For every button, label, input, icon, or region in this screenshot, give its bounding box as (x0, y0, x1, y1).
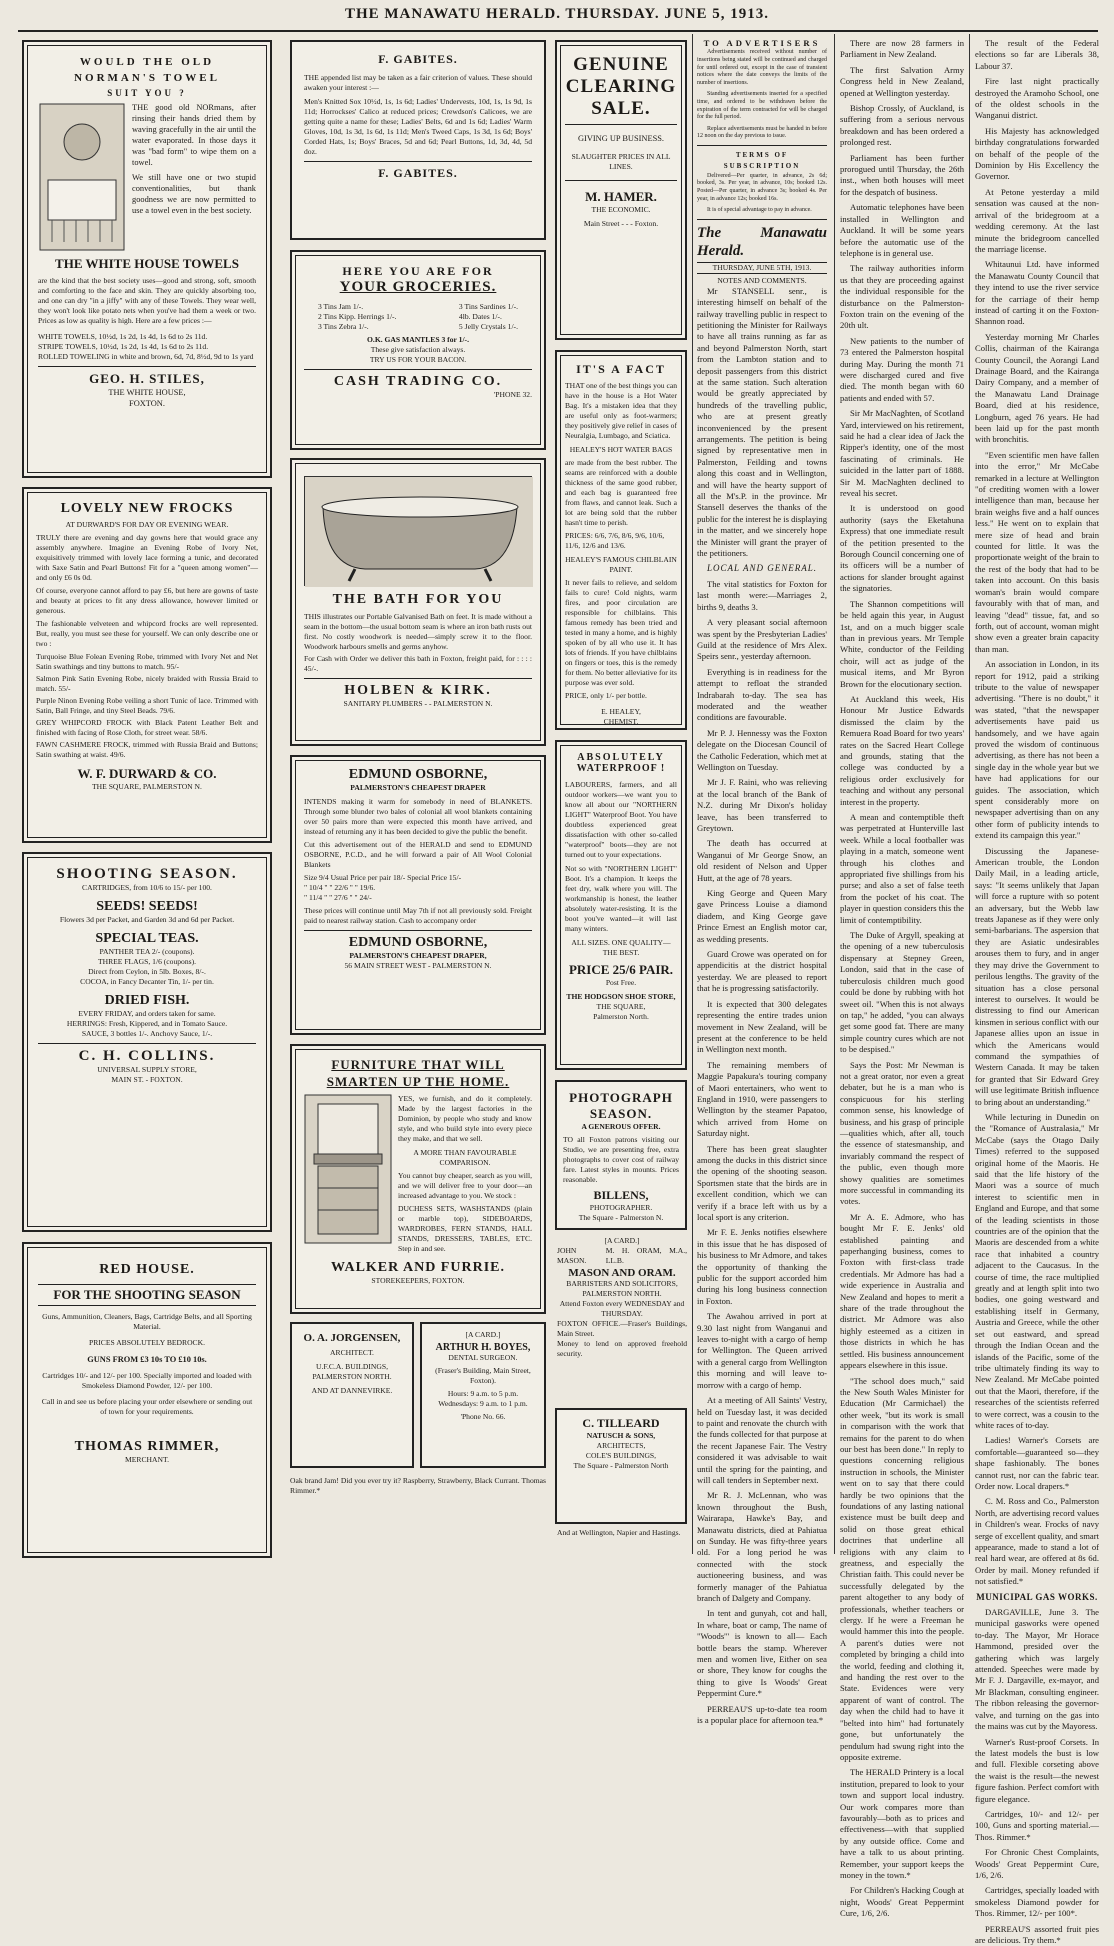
news5-para-5: Automatic telephones have been installed in Wellington and Auckland. It will be some years before the automatic use of the telephone is in general use. (840, 202, 964, 258)
herald-notes: NOTES AND COMMENTS. (717, 275, 807, 285)
mason-l3: Money to lend on approved freehold security. (557, 1339, 687, 1359)
news5-para-9: It is understood on good authority (says the Eketahuna Express) that one immediate result of the petition presented to the Borough Council concerning one of its officers will be a number of actions for slander brought against the signatories. (840, 503, 964, 594)
clearing-l1: GIVING UP BUSINESS. (577, 134, 664, 143)
towel-sub: THE WHITE HOUSE, (108, 388, 186, 397)
news6-para-5: Whitaunui Ltd. have informed the Manawatu County Council that they intend to use the river service for the carriage of their hemp instead of carting it on the Foxton-Shannon road. (975, 259, 1099, 327)
frocks-title: LOVELY NEW FROCKS (60, 501, 234, 516)
towel-heading: THE WHITE HOUSE TOWELS (55, 256, 239, 271)
collins-tea-1: PANTHER TEA 2/- (coupons). (99, 947, 195, 956)
news5-para-12: A mean and contemptible theft was perpetrated at Hunterville last week. While a local footballer was playing in a match, someone went through his clothes and appropriated five shillings from his purse; and also a set of false teeth from the pocket of his coat. The player in question considers this the limit of contemptibility. (840, 812, 964, 925)
bath-name: HOLBEN & KIRK. (344, 683, 492, 698)
osborne-size-1: Size 9/4 Usual Price per pair 18/- Special Price 15/- (304, 873, 462, 882)
collins-merchant: C. H. COLLINS. (78, 1048, 216, 1064)
towel-body: are the kind that the best society uses—good and strong, soft, smooth and comforting to the face and skin. They are quickly absorbing too, and one can dry "in a jiffy" with any of these Towels. They wear well, they won't look like potato nets when you've had them a week or two. Prices as low as quality is high. Here are a few prices :— (38, 276, 256, 325)
mason-card: [A CARD.] (604, 1236, 640, 1245)
ad-grocery (290, 250, 546, 450)
billens-t3: A GENEROUS OFFER. (581, 1122, 661, 1131)
news5-para-13: The Duke of Argyll, speaking at the opening of a new tuberculosis dispensary at Stepney Green, London, said that in the case of tuberculosis children much good could be done by rubbing with hot sweet oil. "When this is not always on tap," he added, "you can always get some good fat. There are many simple country cures which are not to be despised." (840, 930, 964, 1055)
hodgson-price: PRICE 25/6 PAIR. (568, 962, 674, 977)
news5-para-3: Bishop Crossly, of Auckland, is suffering from a serious nervous breakdown and has been ordered a prolonged rest. (840, 103, 964, 148)
ad-jorgensen (290, 1322, 414, 1468)
hodgson-p2: Not so with "NORTHERN LIGHT" Boot. It's a champion. It keeps the feet dry, walk where you will. The workmanship is honest, the leather absolutely water-resisting. It is the boot you've wanted—it will last many winters. (565, 864, 677, 933)
news-para-16: In tent and gunyah, cot and hall, In whare, boat or camp, The name of "Woods'" is known to all— Each bottle bears the stamp. Wherever men and women live, Either on sea or shore, They know for coughs the thing to give Is Woods' Great Peppermint Cure.* (697, 1608, 827, 1699)
masthead-rule (18, 30, 1098, 32)
towel-price-3: ROLLED TOWELING in white and brown, 6d, 7d, 8½d, 9d to 1s yard (38, 352, 254, 361)
news5-para-6: The railway authorities inform us that they are proceeding against the individual responsible for the disturbance on the Palmerston-Foxton train on the evening of the 20th ult. (840, 263, 964, 331)
healey-prices: PRICES: 6/6, 7/6, 8/6, 9/6, 10/6, 11/6, 12/6 and 13/6. (565, 531, 665, 550)
frocks-item-4: GREY WHIPCORD FROCK with Black Patent Leather Belt and finished with facing of Rose Cloth, for street wear. 58/6. (36, 718, 258, 737)
collins-tea-2: THREE FLAGS, 1/6 (coupons). (97, 957, 197, 966)
rimmer-l2: PRICES ABSOLUTELY BEDROCK. (88, 1338, 206, 1347)
tilleard-addr: The Square - Palmerston North (573, 1461, 669, 1470)
towel-intro2: We still have one or two stupid conventionalities, but thank goodness we are now permitted to use a towel even in the best society. (132, 173, 256, 215)
frocks-item-2: Salmon Pink Satin Evening Robe, nicely braided with Russia Braid to match. 55/- (36, 674, 258, 693)
baby-towel-illustration-icon (38, 102, 126, 252)
news6-para-3: His Majesty has acknowledged birthday congratulations forwarded on behalf of the people of the Dominion by His Excellency the Governor. (975, 125, 1099, 182)
ad-osborne (290, 755, 546, 1035)
billens-addr: The Square - Palmerston N. (578, 1213, 664, 1222)
news-para-14: At a meeting of All Saints' Vestry, held on Tuesday last, it was decided to paint and renovate the church with the funds collected for that purpose at the recent Japanese Fair. The Vestry considered it was advisable to wait until the spring for the painting, and will call tenders in September next. (697, 1395, 827, 1485)
jorgensen-role: ARCHITECT. (330, 1348, 374, 1357)
news5-para-17: The HERALD Printery is a local institution, prepared to look to your town and support local industry. Our work compares more than favourably—both as to prices and effectiveness—with that supplied by any outside office. Come and have a talk to us about printing. Remember, your support keeps the money in the town.* (840, 1767, 964, 1880)
grocery-phone: 'PHONE 32. (493, 390, 532, 399)
boyes-l1: (Fraser's Building, Main Street, Foxton). (435, 1366, 531, 1385)
herald-title: The Manawatu Herald. (697, 224, 827, 259)
furniture-p3: DUCHESS SETS, WASHSTANDS (plain or marble top), SIDEBOARDS, WARDROBES, FERN STANDS, HALL STANDS, DRESSERS, TABLES, ETC. Step in and see. (398, 1204, 532, 1253)
ad-rimmer (22, 1242, 272, 1558)
ad-tilleard (555, 1408, 687, 1524)
news5-para-8: Sir Mr MacNaghten, of Scotland Yard, interviewed on his retirement, said he had a clear idea of Jack the Ripper's identity, one of the most fascinating of criminals. He suicided in the latter part of 1888. Sir M. MacNaghten declined to reveal his secret. (840, 408, 964, 499)
clearing-address: Main Street - - - Foxton. (583, 219, 659, 228)
clearing-t2: CLEARING (565, 76, 677, 97)
hodgson-t2: WATERPROOF ! (576, 763, 666, 774)
news6b-para-6: PERREAU'S assorted fruit pies are delicious. Try them.* (975, 1923, 1099, 1945)
towel-title1: WOULD THE OLD (79, 56, 215, 68)
grocery-t1: HERE YOU ARE FOR (342, 264, 494, 278)
collins-address: MAIN ST. - FOXTON. (111, 1075, 183, 1084)
col-news-6 (975, 38, 1099, 1945)
bath-title: THE BATH FOR YOU (332, 592, 504, 607)
jam-note: Oak brand Jam! Did you ever try it? Raspberry, Strawberry, Black Currant. Thomas Rimmer.* (290, 1476, 546, 1495)
news5-para-15: Mr A. E. Admore, who has bought Mr F. E. Jenks' old established painting and paperhanging business, comes to Foxton with first-class trade credentials. Mr Admore has had a wide experience in Australia and New Zealand and hopes to merit a share of the trade throughout the district. Mr Admore was also highly esteemed as a citizen in those districts in which he has settled. His business announcement appears elsewhere in this issue. (840, 1211, 964, 1371)
advertisers-p1: Advertisements received without number of insertions being stated will be continued and charged for until ordered out, except in the case of transient notices where the date conveys the limits of the number of insertions. (697, 49, 827, 86)
frocks-address: THE SQUARE, PALMERSTON N. (92, 782, 202, 791)
hodgson-post: Post Free. (605, 978, 637, 987)
towel-title3: SUIT YOU ? (107, 88, 187, 98)
healey-h2: HEALEY'S HOT WATER BAGS (569, 445, 673, 454)
furniture-name: WALKER AND FURRIE. (331, 1260, 505, 1275)
ad-billens (555, 1080, 687, 1230)
grocery-item-r1: 3 Tins Sardines 1/-. (458, 302, 518, 311)
collins-seeds: SEEDS! SEEDS! (96, 899, 198, 914)
news5-para-2: The first Salvation Army Congress held in New Zealand, opened at Wellington yesterday. (840, 64, 964, 98)
towel-title2: NORMAN'S TOWEL (74, 72, 220, 84)
grocery-l2: These give satisfaction always. (370, 345, 466, 354)
news6-para-2: Fire last night practically destroyed the Aramoho School, one of the oldest schools in the Wanganui district. (975, 76, 1099, 121)
furniture-p2: You cannot buy cheaper, search as you will, and we will deliver free to your door—an increased advantage to you. We stock : (398, 1171, 532, 1200)
rimmer-l4: Cartridges 10/- and 12/- per 100. Specially imported and loaded with Smokeless Diamond Powder, 12/- per 100. (42, 1371, 252, 1390)
news5-para-7: New patients to the number of 73 entered the Palmerston hospital during May. During the month 71 were discharged cured and five died. The month began with 60 patients and ended with 57. (840, 335, 964, 403)
column-rule (692, 34, 693, 1554)
ad-frocks (22, 487, 272, 843)
rimmer-role: MERCHANT. (125, 1455, 169, 1464)
towel-price-1: WHITE TOWELS, 10½d, 1s 2d, 1s 4d, 1s 6d to 2s 11d. (38, 332, 208, 341)
tilleard-bld: COLE'S BUILDINGS, (585, 1451, 657, 1460)
billens-name: BILLENS, (593, 1188, 649, 1202)
news6-para-6: Yesterday morning Mr Charles Collis, chairman of the Kairanga County Council, the Aorangi Land Drainage Board, and the Kairanga Dairy Company, and a member of the Manawatu Land Drainage Board, died at his residence, Longburn, aged 76 years. He had been laid up for the past month with bronchitis. (975, 331, 1099, 445)
grocery-l3: TRY US FOR YOUR BACON. (369, 355, 467, 364)
boyes-l2: Hours: 9 a.m. to 5 p.m. Wednesdays: 9 a.m. to 1 p.m. (438, 1389, 528, 1408)
osborne-size-2: " 10/4 " " 22/6 " " 19/6. (304, 883, 376, 892)
tilleard-name: C. TILLEARD (582, 1416, 660, 1430)
collins-fish-1: EVERY FRIDAY, and orders taken for same. (78, 1009, 216, 1018)
news5-para-11: At Auckland this week, His Honour Mr Justice Edwards dismissed the claim by the Remuera Road Board for two years' rates on the Sacred Heart College and grounds, stating that the college was conducted by a religious order exclusively for teaching and without any personal interest in the property. (840, 693, 964, 807)
rimmer-t2: FOR THE SHOOTING SEASON (38, 1284, 256, 1306)
tilleard-l1: And at Wellington, Napier and Hastings. (557, 1528, 681, 1537)
collins-store: UNIVERSAL SUPPLY STORE, (97, 1065, 197, 1074)
ad-clearing-sale (555, 40, 687, 340)
advertisers-p2: Standing advertisements inserted for a specified time, and ordered to be withdrawn before the expiration of the term contracted for will be charged for the full period. (697, 91, 827, 121)
news-para-15: Mr R. J. McLennan, who was known throughout the Bush, Wairarapa, Hawke's Bay, and Manawatu districts, died at Pahiatua on Sunday. He was fifty-three years old. For a long period he was connected with the stock auctioneering business, and was formerly manager of the Pahiatua branch of Dalgety and Company. (697, 1490, 827, 1603)
news-para-6: The death has occurred at Wanganui of Mr George Snow, an old resident of Nelson and Upper Hutt, at the age of 78 years. (697, 838, 827, 883)
healey-p3: It never fails to relieve, and seldom fails to cure! Cold nights, warm fires, and poor circulation are responsible for chilblains. This famous remedy has been tried and tested in many a home, and is highly spoken of by all who use it. It has lots of friends. If you have chilblains on fingers or toes, this is the remedy for them. No better alleviative for its purpose was ever sold. (565, 578, 677, 687)
herald-date: THURSDAY, JUNE 5TH, 1913. (697, 262, 827, 274)
frocks-p1: TRULY there are evening and day gowns here that would grace any assembly anywhere. Imagine an Evening Robe of Ivory Net, exquisitively trimmed with lovely lace forming a tunic, and decorated with Saxe Satin and Pearl Buttons! Fit for a "queen among women"—and only £6 0s 0d. (36, 533, 258, 582)
osborne-sub: PALMERSTON'S CHEAPEST DRAPER (350, 783, 486, 792)
gabites-name2: F. GABITES. (378, 166, 458, 180)
gabites-p1: THE appended list may be taken as a fair criterion of values. These should awaken your interest :— (304, 73, 532, 92)
column-rule (834, 34, 835, 1554)
gas-works-heading: MUNICIPAL GAS WORKS. (976, 1591, 1098, 1602)
ad-gabites (290, 40, 546, 240)
jorgensen-l1: U.F.C.A. BUILDINGS, PALMERSTON NORTH. (312, 1362, 392, 1381)
subscription-p5: It is of special advantage to pay in advance. (707, 207, 812, 214)
healey-p2: are made from the best rubber. The seams are reinforced with a double thickness of the same good rubber, and each bag is guaranteed free from flaws, and cannot leak. Such a lot are being sold that the rubber hasn't time to perish. (565, 458, 677, 527)
clearing-t3: SALE. (591, 98, 651, 119)
collins-fish: DRIED FISH. (104, 993, 190, 1008)
rimmer-l1: Guns, Ammunition, Cleaners, Bags, Cartridge Belts, and all Sporting Material. (42, 1312, 252, 1331)
ad-boyes (420, 1322, 546, 1468)
healey-price: PRICE, only 1/- per bottle. (565, 691, 647, 700)
frocks-p2: Of course, everyone cannot afford to pay £6, but here are gowns of taste and beauty at prices to fit any dress allowance, however limited or generous. (36, 586, 258, 615)
news-para-9: It is expected that 300 delegates representing the entire trades union movement in New Zealand, will be present at the conference to be held in Wellington next month. (697, 998, 827, 1055)
news6b-para-4: For Chronic Chest Complaints, Woods' Great Peppermint Cure, 1/6, 2/6. (975, 1847, 1099, 1880)
news6-para-12: C. M. Ross and Co., Palmerston North, are advertising record values in Children's wear. Frocks of navy serge of excellent quality, and smart appearance, made to stand a lot of real hard wear, are offered at 8s 6d. Order by mail. Money refunded if not satisfied.* (975, 1496, 1099, 1587)
news6b-para-5: Cartridges, specially loaded with smokeless Diamond powder for Thos. Rimmer, 12/- per 100*. (975, 1885, 1099, 1919)
collins-fish-3: SAUCE, 3 bottles 1/-. Anchovy Sauce, 1/-. (81, 1029, 213, 1038)
ad-furniture (290, 1044, 546, 1314)
boyes-role: DENTAL SURGEON. (448, 1353, 518, 1362)
jorgensen-name: O. A. JORGENSEN, (303, 1332, 401, 1344)
masthead: THE MANAWATU HERALD. THURSDAY. JUNE 5, 1913. (344, 6, 770, 22)
healey-role: CHEMIST. (603, 717, 639, 726)
ad-collins (22, 852, 272, 1232)
grocery-item-l2: 2 Tins Kipp. Herrings 1/-. (318, 312, 397, 321)
bath-illustration-icon (304, 476, 532, 586)
towel-price-2: STRIPE TOWELS, 10½d, 1s 2d, 1s 4d, 1s 6d to 2s 11d. (38, 342, 209, 351)
clearing-sub: THE ECONOMIC. (591, 205, 651, 214)
news-para-10: The remaining members of Maggie Papakura's touring company of Maori entertainers, who went to England in 1910, were passengers to Wellington by the steamer Papatoo, which arrived from Home on Saturday night. (697, 1059, 827, 1139)
bath-sub: SANITARY PLUMBERS - - PALMERSTON N. (343, 699, 493, 708)
bath-body: THIS illustrates our Portable Galvanised Bath on feet. It is made without a seam in the bottom—the usual bottom seam is where an iron bath rusts out first. No costly woodwork is needed—simply screw it to the floor. Woodwork harbours smells and germs anyhow. (304, 612, 532, 651)
hodgson-t1: ABSOLUTELY (577, 752, 665, 763)
news6-para-10: While lecturing in Dunedin on the "Romance of Australasia," Mr McCabe (says the Otago Daily Times) referred to the supposed original home of the Maoris. He said that the life history of the Maori was a source of much interest to scientific men in England and Europe, and that some of the leading scientists in those countries are of the opinion that the Maoris are descended from a white race that inhabited a country adjacent to the Caucasus. In the course of time, the race multiplied greatly and at length split into two bodies, one going westward and establishing itself in Germany, Austria and Greece, while the other set out eastward, and spread through the Indian Ocean and the islands of the Pacific, some of the tribe ultimately finding its way to New Zealand. Mr McCabe pointed out that the Maori, therefore, if the researches of the scientists referred to were correct, was a cousin to the white races of to-day. (975, 1111, 1099, 1430)
billens-role: PHOTOGRAPHER. (589, 1203, 653, 1212)
grocery-item-r2: 4lb. Dates 1/-. (458, 312, 502, 321)
healey-name: E. HEALEY, (601, 707, 641, 716)
news5-para-1: There are now 28 farmers in Parliament in New Zealand. (840, 38, 964, 60)
furniture-p1: YES, we furnish, and do it completely. Made by the largest factories in the Dominion, by people who study and know style, and who build style into every piece they make, and that we sell. (398, 1094, 532, 1143)
grocery-name: CASH TRADING CO. (333, 374, 503, 389)
hodgson-town: Palmerston North. (593, 1012, 649, 1021)
healey-h3: HEALEY'S FAMOUS CHILBLAIN PAINT. (565, 555, 677, 574)
towel-merchant: GEO. H. STILES, (89, 371, 205, 386)
healey-p1: THAT one of the best things you can have in the house is a Hot Water Bag. It's a mistaken idea that they are useful only as foot-warmers; they positively give relief in cases of Neuralgia, Lumbago, and Sciatica. (565, 381, 677, 440)
frocks-p3: The fashionable velveteen and whipcord frocks are well represented. But, really, you must see these for yourself. We can only describe one or two : (36, 619, 258, 648)
news5-para-14: Says the Post: Mr Newman is not a great orator, nor even a great debater, but he is a man who is conspicuous for his sterling common sense, his knowledge of business, and his grasp of principle—qualities which, after all, touch the essence of statesmanship, and invariably command the respect of the public, even though more showy qualities are sometimes more successful in commanding its votes. (840, 1059, 964, 1207)
editorial-para-1: Mr STANSELL senr., is interesting himself on behalf of the railway travelling public in respect to petitioning the Minister for Railways to have all trains running as far as and beyond Palmerston North, start from the Lambton station and to deposit passengers from this district at the same station. Such alteration would be greatly appreciated by hundreds of the travelling public, who are at present greatly inconvenienced by the present arrangements. The petition is being signed by representative men in Palmerston, Feilding and towns along this coast and in Wellington, and will have the hearty support of all the M's.P. in the province. Mr Stansell deserves the thanks of the public for the interest he is displaying in the matter, and we sincerely hope the Minister will grant the prayer of the petitioners. (697, 285, 827, 559)
frocks-sub: AT DURWARD'S FOR DAY OR EVENING WEAR. (65, 520, 229, 529)
hodgson-name: THE HODGSON SHOE STORE, (566, 992, 676, 1001)
furniture-h2: A MORE THAN FAVOURABLE COMPARISON. (413, 1148, 517, 1167)
news6b-para-1: DARGAVILLE, June 3. The municipal gasworks were opened to-day. The Mayor, Mr Horace Hammond, presided over the gathering which was largely attended. Speeches were made by Mr F. J. Dargaville, ex-mayor, and Mr Blackman, consulting engineer. The ribbon releasing the governor-valve, and turning on the gas into the mains was cut by the Mayoress. (975, 1607, 1099, 1732)
billens-p1: TO all Foxton patrons visiting our Studio, we are presenting free, extra photographs to cover cost of railway fare. Latest styles in mounts. Prices reasonable. (563, 1135, 679, 1184)
news6-para-11: Ladies! Warner's Corsets are comfortable—guaranteed so—they shape fashionably. The bones cannot rust, nor can the fabric tear. Order now. Local drapers.* (975, 1435, 1099, 1491)
mason-name: MASON AND ORAM. (568, 1267, 676, 1279)
news5-para-4: Parliament has been further prorogued until Thursday, the 26th inst., when both houses will meet for the despatch of business. (840, 152, 964, 197)
rimmer-l3: GUNS FROM £3 10s TO £10 10s. (87, 1355, 207, 1364)
news5-para-16: "The school does much," said the New South Wales Minister for Education (Mr Carmichael) the other week, "but its work is small in comparison with the work that remains for the parent to do when our best has been done." In reply to questions concerning religious instruction in schools, the Minister went on to say that there could hardly be two opinions that the foundations of any lasting national existence must be built deep and solid on those great ethical doctrines that underline all religions with any claim to greatness, and especially the Christian faith. This could never be successfully delegated by the parent altogether to any body of professionals, whether teachers or clergy. If he were a Freeman he would hammer this into the people. A parent's duties were not completed by bringing a child into the world, feeding and clothing it, and handing the rest over to the State. Evidences were very apparent of want of control. The day when the child had to have it "belted into him" had fortunately gone, but unfortunately the pendulum had swung right into the opposite extreme. (840, 1375, 964, 1762)
billens-t2: SEASON. (589, 1106, 653, 1121)
news-para-3: Everything is in readiness for the attempt to refloat the stranded Indrabarah to-day. The sea has moderated and the weather conditions are favourable. (697, 666, 827, 723)
grocery-item-r3: 5 Jelly Crystals 1/-. (458, 322, 518, 331)
mason-right: M. H. ORAM, M.A., LL.B. (605, 1246, 687, 1265)
mason-sub: BARRISTERS AND SOLICITORS, PALMERSTON NORTH. (566, 1279, 678, 1299)
clearing-t1: GENUINE (573, 54, 669, 75)
news-para-17: PERREAU'S up-to-date tea room is a popular place for afternoon tea.* (697, 1703, 827, 1726)
osborne-sub2: PALMERSTON'S CHEAPEST DRAPER, (349, 951, 487, 960)
clearing-l2: SLAUGHTER PRICES IN ALL LINES. (571, 152, 671, 171)
news-para-5: Mr J. F. Raini, who was relieving at the local branch of the Bank of N.Z. during Mr Dixon's holiday leave, has been transferred to Greytown. (697, 777, 827, 833)
hodgson-sizes: ALL SIZES. ONE QUALITY—THE BEST. (571, 938, 671, 957)
news6-para-9: Discussing the Japanese-American trouble, the London Daily Mail, in a leading article, says: "It seems unlikely that Japan will force a rupture with so potent an adversary, but the Webb law treats Japanese as if they were only semi-barbarians. The aspersion that they are Asiatic undesirables arouses them to fury, and in anger they may drive the Government to perilous lengths. The gravity of the situation has a close personal interest to ourselves. It would be distressing to find our American kinsmen in serious conflict with our Japanese allies upon an issue in which the Americans would command the sympathies of Western Canada. It may be taken for granted that Sir Edward Grey will use legitimate British influence to bring about an understanding." (975, 845, 1099, 1107)
news6-para-7: "Even scientific men have fallen into the error," Mr McCabe remarked in a lecture at Wellington "of crediting women with a lower intelligence than man, because her brain weighs five and a half ounces less." He went on to explain that mere size of head and brain counted for little. It was the proportionate weight of the brain to the rest of the body that had to be taken into account. On this basis woman's brain would compare favourably with that of man, and leaving "dead" tissue, fat, and so forth, out of account, woman might show even a greater brain capacity than man. (975, 449, 1099, 654)
tilleard-role: ARCHITECTS, (596, 1441, 646, 1450)
frocks-merchant: W. F. DURWARD & CO. (77, 766, 217, 781)
collins-teas: SPECIAL TEAS. (95, 931, 199, 946)
billens-t1: PHOTOGRAPH (569, 1090, 673, 1105)
advertisers-p3: Replace advertisements must be handed in before 12 noon on the day previous to issue. (697, 125, 827, 140)
column-rule (969, 34, 970, 1554)
rimmer-t1: RED HOUSE. (99, 1262, 195, 1277)
news6-para-1: The result of the Federal elections so far are Liberals 38, Labour 37. (975, 38, 1099, 71)
news6-para-4: At Petone yesterday a mild sensation was caused at the non-arrival of the bridegroom at a wedding ceremony. At the last minute the bridegroom cancelled the marriage license. (975, 186, 1099, 254)
news-para-12: Mr F. E. Jenks notifies elsewhere in this issue that he has disposed of his business to Mr Admore, and takes the opportunity of thanking the public for the support accorded him during his long business connection in Foxton. (697, 1227, 827, 1306)
mason-l1: Attend Foxton every WEDNESDAY and THURSDAY. (559, 1299, 685, 1319)
towel-intro: THE good old NORmans, after rinsing their hands dried them by waving gracefully in the air until the water evaporated. In those days it was "bad form" to wipe them on a towel. (132, 103, 256, 167)
news-para-7: King George and Queen Mary gave Princess Louise a diamond diadem, and King George gave Prince Ernest an English motor car, as wedding presents. (697, 888, 827, 944)
mason-left: JOHN MASON. (557, 1246, 587, 1265)
news5-para-10: The Shannon competitions will be held again this year, in August 1st, and on a much bigger scale than in previous years. Mr Temple White, conductor of the Feilding choir, will act as judge of the musical items, and Mr Byron Brown for the elocutionary section. (840, 598, 964, 689)
furniture-title: FURNITURE THAT WILL SMARTEN UP THE HOME. (326, 1057, 510, 1089)
collins-title: SHOOTING SEASON. (56, 866, 238, 882)
bath-body2: For Cash with Order we deliver this bath in Foxton, freight paid, for : : : : 45/-. (304, 654, 532, 673)
rimmer-l5: Call in and see us before placing your order elsewhere or sending out of town for your requirements. (41, 1397, 253, 1416)
osborne-size-3: " 11/4 " " 27/6 " " 24/- (304, 893, 372, 902)
ad-mason-oram (557, 1236, 687, 1402)
news-para-1: The vital statistics for Foxton for last month were:—Marriages 2, births 9, deaths 3. (697, 578, 827, 612)
collins-tea-3: Direct from Ceylon, in 5lb. Boxes, 8/-. (88, 967, 206, 976)
news-para-2: A very pleasant social afternoon was spent by the Presbyterian Ladies' Guild at the residence of Mrs Alex. Speirs senr., yesterday afternoon. (697, 617, 827, 662)
collins-tea-4: COCOA, in Fancy Decanter Tin, 1/- per tin. (80, 977, 214, 986)
healey-title: IT'S A FACT (576, 362, 666, 376)
col-editorial (697, 38, 827, 1726)
ad-bath (290, 458, 546, 746)
hodgson-addr: THE SQUARE, (596, 1002, 646, 1011)
rimmer-merchant: THOMAS RIMMER, (74, 1439, 220, 1454)
local-general-heading: LOCAL AND GENERAL. (707, 563, 817, 574)
osborne-p1: INTENDS making it warm for somebody in need of BLANKETS. Through some blunder two bales of colonial all wool blankets containing over 50 pairs more than were expected this month have arrived, and instead of returning any it has been decided to give the public the benefit. (304, 797, 532, 836)
col-news-5 (840, 38, 964, 1919)
boyes-name: ARTHUR H. BOYES, (435, 1342, 531, 1353)
collins-seeds-sub: Flowers 3d per Packet, and Garden 3d and 6d per Packet. (59, 915, 235, 924)
advertisers-title: TO ADVERTISERS (703, 38, 821, 48)
jorgensen-l2: AND AT DANNEVIRKE. (311, 1386, 393, 1395)
grocery-item-l1: 3 Tins Jam 1/-. (318, 302, 364, 311)
towel-town: FOXTON. (129, 399, 165, 408)
news5-para-18: For Children's Hacking Cough at night, Woods' Great Peppermint Cure, 1/6, 2/6. (840, 1885, 964, 1919)
boyes-card: [A CARD.] (465, 1330, 501, 1339)
subscription-p4: Delivered—Per quarter, in advance, 2s 6d; booked, 3s. Per year, in advance, 10s; booked 12s. Posted—Per quarter, in advance 3s; booked 4s. Per year, in advance 12s; booked 16s. (697, 172, 827, 202)
collins-fish-2: HERRINGS: Fresh, Kippered, and in Tomato Sauce. (66, 1019, 228, 1028)
mason-l2: FOXTON OFFICE.—Fraser's Buildings, Main Street. (557, 1319, 687, 1339)
news-para-4: Mr P. J. Hennessy was the Foxton delegate on the Diocesan Council of the Catholic Federation, which met at Wellington on Tuesday. (697, 727, 827, 772)
hodgson-p1: LABOURERS, farmers, and all outdoor workers—we want you to know all about our "NORTHERN LIGHT" Waterproof Boot. You have doubtless experienced great dissatisfaction with other so-called "waterproof" boots—they are not turned out to your expectations. (565, 780, 677, 859)
news-para-13: The Awahou arrived in port at 9.30 last night from Wanganui and leaves to-night with a cargo of hemp for Wellington. The Queen arrived with a general cargo from Wellington this morning and will leave to-morrow with a cargo of hemp. (697, 1311, 827, 1390)
osborne-address: 56 MAIN STREET WEST - PALMERSTON N. (344, 961, 492, 970)
osborne-p3: These prices will continue until May 7th if not all previously sold. Freight paid to nearest railway station. Cash to accompany order (304, 906, 532, 925)
osborne-name: EDMUND OSBORNE, (348, 767, 488, 782)
news-para-8: Guard Crowe was operated on for appendicitis at the district hospital yesterday. We are pleased to report that he is progressing satisfactorily. (697, 949, 827, 994)
dresser-illustration-icon (304, 1094, 392, 1244)
news-para-11: There has been great slaughter among the ducks in this district since the opening of the shooting season. Sportsmen state that the birds are in excellent condition, which we can verify if a brace left with us by a local sport is any criterion. (697, 1143, 827, 1222)
grocery-mantles: O.K. GAS MANTLES 3 for 1/-. (367, 335, 469, 344)
collins-cartridges: CARTRIDGES, from 10/6 to 15/- per 100. (82, 883, 212, 892)
subscription-title: TERMS OF SUBSCRIPTION (723, 150, 801, 171)
clearing-name: M. HAMER. (585, 189, 657, 204)
ad-healey (555, 350, 687, 730)
frocks-item-5: FAWN CASHMERE FROCK, trimmed with Russia Braid and Buttons; Satin swathing at waist. 49/6. (36, 740, 258, 759)
news6-para-8: An association in London, in its report for 1912, paid a striking tribute to the value of newspaper advertising. "There is no doubt," it was stated, "that the newspaper advertisements have paid us handsomely, and we have again proved the wisdom of continuous advertising, as there has not been a single day in the whole year but we have had applications for our guides. The association, which spent considerably more on newspaper advertising than on any other form of publicity intends to extend its campaign this year." (975, 659, 1099, 841)
news6b-para-3: Cartridges, 10/- and 12/- per 100, Guns and sporting material.—Thos. Rimmer.* (975, 1808, 1099, 1842)
tilleard-sub: NATUSCH & SONS, (586, 1431, 656, 1440)
frocks-item-1: Turquoise Blue Folean Evening Robe, trimmed with Ivory Net and Net Satin swathings and tiny buttons to match. 95/- (36, 652, 258, 671)
news6b-para-2: Warner's Rust-proof Corsets. In the latest models the bust is low and full. Flexible corseting above the waist is the result—the newest figure fashion. Perfect comfort with figure elegance. (975, 1736, 1099, 1804)
grocery-t2: YOUR GROCERIES. (339, 279, 497, 295)
furniture-sub: STOREKEEPERS, FOXTON. (371, 1276, 465, 1285)
frocks-item-3: Purple Ninon Evening Robe veiling a short Tunic of lace. Trimmed with Satin, Ball Fringe, and tiny Steel Beads. 79/6. (36, 696, 258, 715)
ad-towels (22, 40, 272, 478)
ad-hodgson (555, 740, 687, 1070)
boyes-l3: 'Phone No. 66. (460, 1412, 506, 1421)
osborne-name2: EDMUND OSBORNE, (348, 935, 488, 950)
gabites-p2: Men's Knitted Sox 10½d, 1s, 1s 6d; Ladies' Undervests, 10d, 1s, 1s 9d, 1s 11d; Horrockses' Calico at reduced prices; Crewdson's Calicoes, we are getting quite a name for these; Ladies' Belts, 6d and 1s 6d; Ladies' Warm Gloves, 10d, 1s 3d, 1s 6d, 1s 11d; Men's Tweed Caps, 1s 3d, 1s 6d; Boys' Corded Hats, 1s; Boys' Braces, 5d and 6d; Pearl Buttons, 1d, 3d, 4d, 5d doz. (304, 97, 532, 156)
grocery-item-l3: 3 Tins Zebra 1/-. (318, 322, 369, 331)
osborne-p2: Cut this advertisement out of the HERALD and send to EDMUND OSBORNE, P.C.D., and he will forward a pair of All Wool Colonial Blankets (304, 840, 532, 869)
gabites-name: F. GABITES. (378, 52, 458, 66)
